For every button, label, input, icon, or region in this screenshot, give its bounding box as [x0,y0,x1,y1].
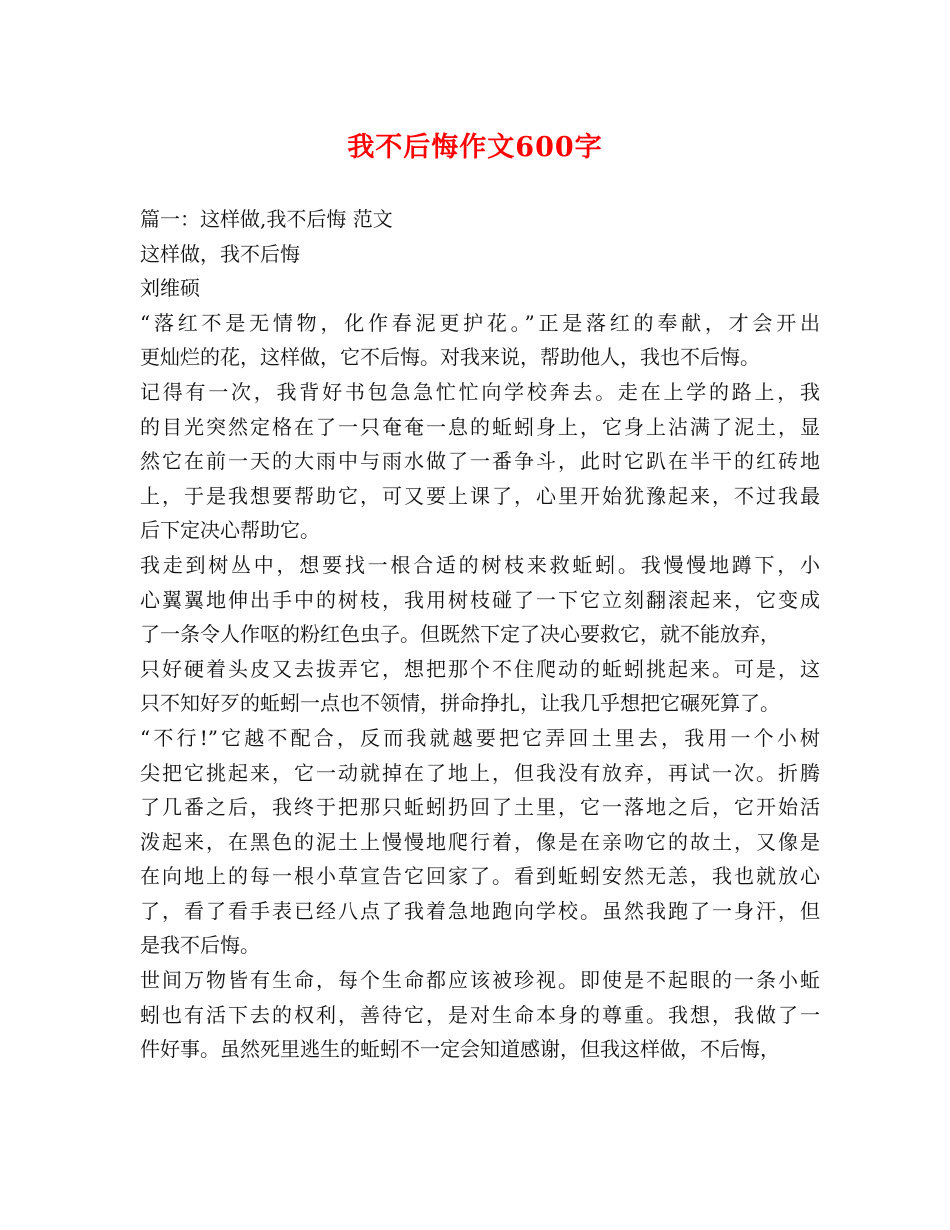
text-line: 世间万物皆有生命，每个生命都应该被珍视。即使是不起眼的一条小蚯 [140,968,820,993]
text-line: 蚓也有活下去的权利，善待它，是对生命本身的尊重。我想，我做了一 [140,1002,820,1027]
text-line: 篇一：这样做,我不后悔 范文 [140,207,393,231]
text-line: 然它在前一天的大雨中与雨水做了一番争斗，此时它趴在半干的红砖地 [140,449,820,474]
text-line: 后下定决心帮助它。 [140,518,320,543]
text-line: 我走到树丛中，想要找一根合适的树枝来救蚯蚓。我慢慢地蹲下，小 [140,552,820,577]
text-line: 上，于是我想要帮助它，可又要上课了，心里开始犹豫起来，不过我最 [140,483,820,508]
text-line: 尖把它挑起来，它一动就掉在了地上，但我没有放弃，再试一次。折腾 [140,760,820,785]
text-line: 只好硬着头皮又去拔弄它，想把那个不住爬动的蚯蚓挑起来。可是，这 [140,656,820,681]
text-line: 件好事。虽然死里逃生的蚯蚓不一定会知道感谢，但我这样做，不后悔， [140,1037,780,1062]
text-line: “落红不是无情物，化作春泥更护花。”正是落红的奉献，才会开出 [140,310,820,335]
text-line: 只不知好歹的蚯蚓一点也不领情，拼命挣扎，让我几乎想把它碾死算了。 [140,691,780,716]
text-line: 了一条令人作呕的粉红色虫子。但既然下定了决心要救它，就不能放弃， [140,622,780,647]
text-line: 在向地上的每一根小草宣告它回家了。看到蚯蚓安然无恙，我也就放心 [140,864,820,889]
text-line: 记得有一次，我背好书包急急忙忙向学校奔去。走在上学的路上，我 [140,379,820,404]
text-line: 泼起来，在黑色的泥土上慢慢地爬行着，像是在亲吻它的故土，又像是 [140,829,820,854]
text-line: 了，看了看手表已经八点了我着急地跑向学校。虽然我跑了一身汗，但 [140,898,820,923]
text-line: 心翼翼地伸出手中的树枝，我用树枝碰了一下它立刻翻滚起来，它变成 [140,587,820,612]
text-line: 的目光突然定格在了一只奄奄一息的蚯蚓身上，它身上沾满了泥土，显 [140,414,820,439]
document-body [140,202,820,1067]
text-line: “不行!”它越不配合，反而我就越要把它弄回土里去，我用一个小树 [140,725,820,750]
text-line: 了几番之后，我终于把那只蚯蚓扔回了土里，它一落地之后，它开始活 [140,795,820,820]
text-line: 这样做，我不后悔 [140,241,300,266]
document-title: 我不后悔作文600字 [347,132,603,163]
text-line: 更灿烂的花，这样做，它不后悔。对我来说，帮助他人，我也不后悔。 [140,345,760,370]
text-line: 刘维硕 [140,276,200,301]
text-line: 是我不后悔。 [140,933,260,958]
